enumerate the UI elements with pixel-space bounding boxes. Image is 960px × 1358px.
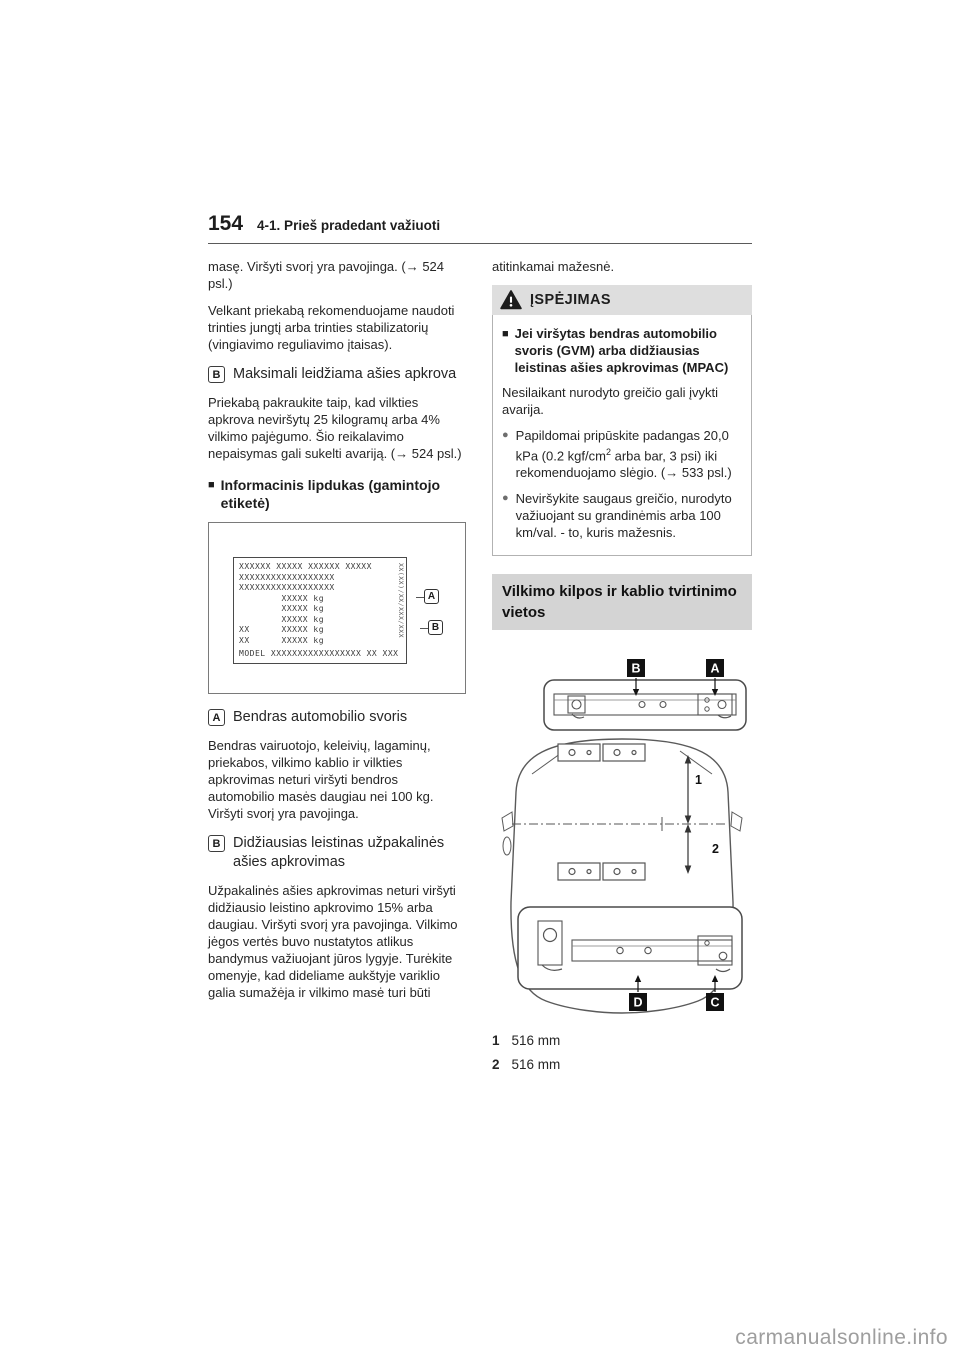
watermark: carmanualsonline.info (735, 1326, 948, 1349)
dimension-values (492, 1033, 752, 1072)
warning-subheading-text: Jei viršytas bendras automobilio svoris (GVM) arba didžiausias leistinas ašies apkrovimas (MPAC) (514, 326, 729, 375)
dimension-value: 516 mm (511, 1033, 561, 1049)
page-number: 154 (208, 212, 244, 235)
badge-a-label: A (710, 661, 720, 676)
subheading-text: Didžiausias leistinas užpakalinės ašies apkrovimas (233, 835, 445, 870)
label-row: XXXXXX XXXXX XXXXXX XXXXX (239, 562, 372, 571)
left-column (208, 258, 466, 1011)
certification-label (233, 557, 407, 664)
mid-hook-brackets (558, 863, 645, 880)
page-header (208, 212, 752, 244)
label-model-row: MODEL XXXXXXXXXXXXXXXXX XX XXX (239, 649, 399, 658)
warning-bullet-text: Neviršykite saugaus greičio, nurodyto važiuojant su grandinėmis arba 100 km/val. - to, kuris mažesnis. (515, 491, 732, 541)
dimension-number: 1 (492, 1033, 500, 1049)
warning-bullet-speed (502, 490, 742, 541)
front-tiedown-inset (544, 680, 746, 730)
dimension-value: 516 mm (511, 1057, 561, 1073)
subheading-text: Informacinis lipdukas (gamintojo etiketė) (220, 477, 441, 511)
warning-triangle-icon (500, 290, 522, 310)
subheading-info-label (208, 476, 466, 512)
front-hook-brackets (558, 744, 645, 761)
dimension-number: 2 (492, 1057, 500, 1073)
dimension-row-2 (492, 1057, 752, 1072)
label-row: XXXXX kg (239, 614, 325, 624)
dimension-row-1 (492, 1033, 752, 1048)
bullet-dot-icon: ● (502, 429, 509, 441)
paragraph-rear-axle: Užpakalinės ašies apkrovimas neturi viršyti didžiausio leistino apkrovimo 15% arba daugiau. Viršyti svorį yra pavojinga. Vilkimo jėgos vertės buvo nustatytos atlikus bandymus važiuojant jūros lygyje. Turėkite omenyje, kad dideliame aukštyje variklio galia sumažėja ir vilkimo masė turi būti (208, 883, 458, 1000)
warning-bullet-text (516, 427, 742, 481)
warning-box (492, 285, 752, 556)
paragraph-gvw: Bendras vairuotojo, keleivių, lagaminų, priekabos, vilkimo kablio ir vilkties apkrovimas neturi viršyti bendros automobilio masės daugiau nei 100 kg. Viršyti svorį yra pavojinga. (208, 738, 434, 821)
bullet-text-post: arba bar, 3 psi) iki rekomenduojamo slėgio. (→ 533 psl.) (515, 448, 732, 481)
bullet-dot-icon: ● (502, 492, 509, 505)
centerline (512, 817, 728, 831)
callout-b-marker: B (428, 620, 443, 635)
label-row: XX XXXXX kg (239, 625, 325, 634)
rear-tiedown-inset (518, 907, 742, 989)
dimension-lines (685, 755, 692, 874)
subheading-rear-axle-capacity (208, 834, 466, 872)
paragraph-continued: masę. Viršyti svorį yra pavojinga. (→ 524 psl.) (208, 259, 445, 291)
warning-title: ĮSPĖJIMAS (530, 292, 611, 308)
badge-b-label: B (631, 661, 641, 676)
towing-points-diagram-svg (492, 644, 752, 1016)
warning-bullet-tires (502, 427, 742, 481)
dimension-1-label: 1 (695, 773, 702, 788)
warning-body (492, 315, 752, 556)
bullet-text-pre: Papildomai pripūskite padangas 20,0 kPa (0.2 kgf/cm (515, 428, 729, 464)
towing-points-diagram (492, 644, 752, 1021)
warning-header (492, 285, 752, 315)
warning-subheading (502, 325, 742, 376)
bullet-text-sup: 2 (605, 447, 611, 457)
paragraph-continued: atitinkamai mažesnė. (492, 259, 615, 274)
chapter-title: 4-1. Prieš pradedant važiuoti (257, 218, 441, 233)
subheading-text: Bendras automobilio svoris (233, 709, 408, 725)
subheading-max-axle-load (208, 365, 466, 384)
label-row: XXXXXXXXXXXXXXXXXX (239, 583, 335, 592)
black-square-icon: ■ (502, 328, 509, 340)
marker-b-box: B (208, 835, 225, 852)
paragraph-friction-coupling: Velkant priekabą rekomenduojame naudoti trinties jungtį arba trinties stabilizatorių (vingiavimo reguliavimo įtaisas). (208, 303, 455, 352)
label-row: XX XXXXX kg (239, 635, 325, 645)
label-row: XXXXX kg (239, 604, 325, 613)
paragraph-trailer-load: Priekabą pakraukite taip, kad vilkties apkrova neviršytų 25 kilogramų arba 4% vilkimo pajėgumo. Šio reikalavimo nepaisymas gali sukelti avariją. (→ 524 psl.) (208, 395, 462, 461)
right-column (492, 258, 752, 1081)
subheading-gross-vehicle-mass (208, 708, 466, 727)
subheading-text: Maksimali leidžiama ašies apkrova (233, 366, 457, 382)
certification-label-figure (208, 522, 466, 694)
marker-b-box: B (208, 366, 225, 383)
label-row: XXXXX kg (239, 593, 325, 603)
badge-d-label: D (633, 995, 643, 1010)
warning-intro: Nesilaikant nurodyto greičio gali įvykti avarija. (502, 385, 719, 417)
section-header-towing-points: Vilkimo kilpos ir kablio tvirtinimo vietos (492, 574, 752, 630)
badge-c-label: C (710, 995, 720, 1010)
dimension-2-label: 2 (712, 842, 719, 857)
label-side-text: XX(XX)/XX/XXX/XXX (397, 563, 405, 639)
marker-a-box: A (208, 709, 225, 726)
black-square-icon: ■ (208, 479, 215, 491)
callout-a-marker: A (424, 589, 439, 604)
label-row: XXXXXXXXXXXXXXXXXX (239, 572, 335, 582)
